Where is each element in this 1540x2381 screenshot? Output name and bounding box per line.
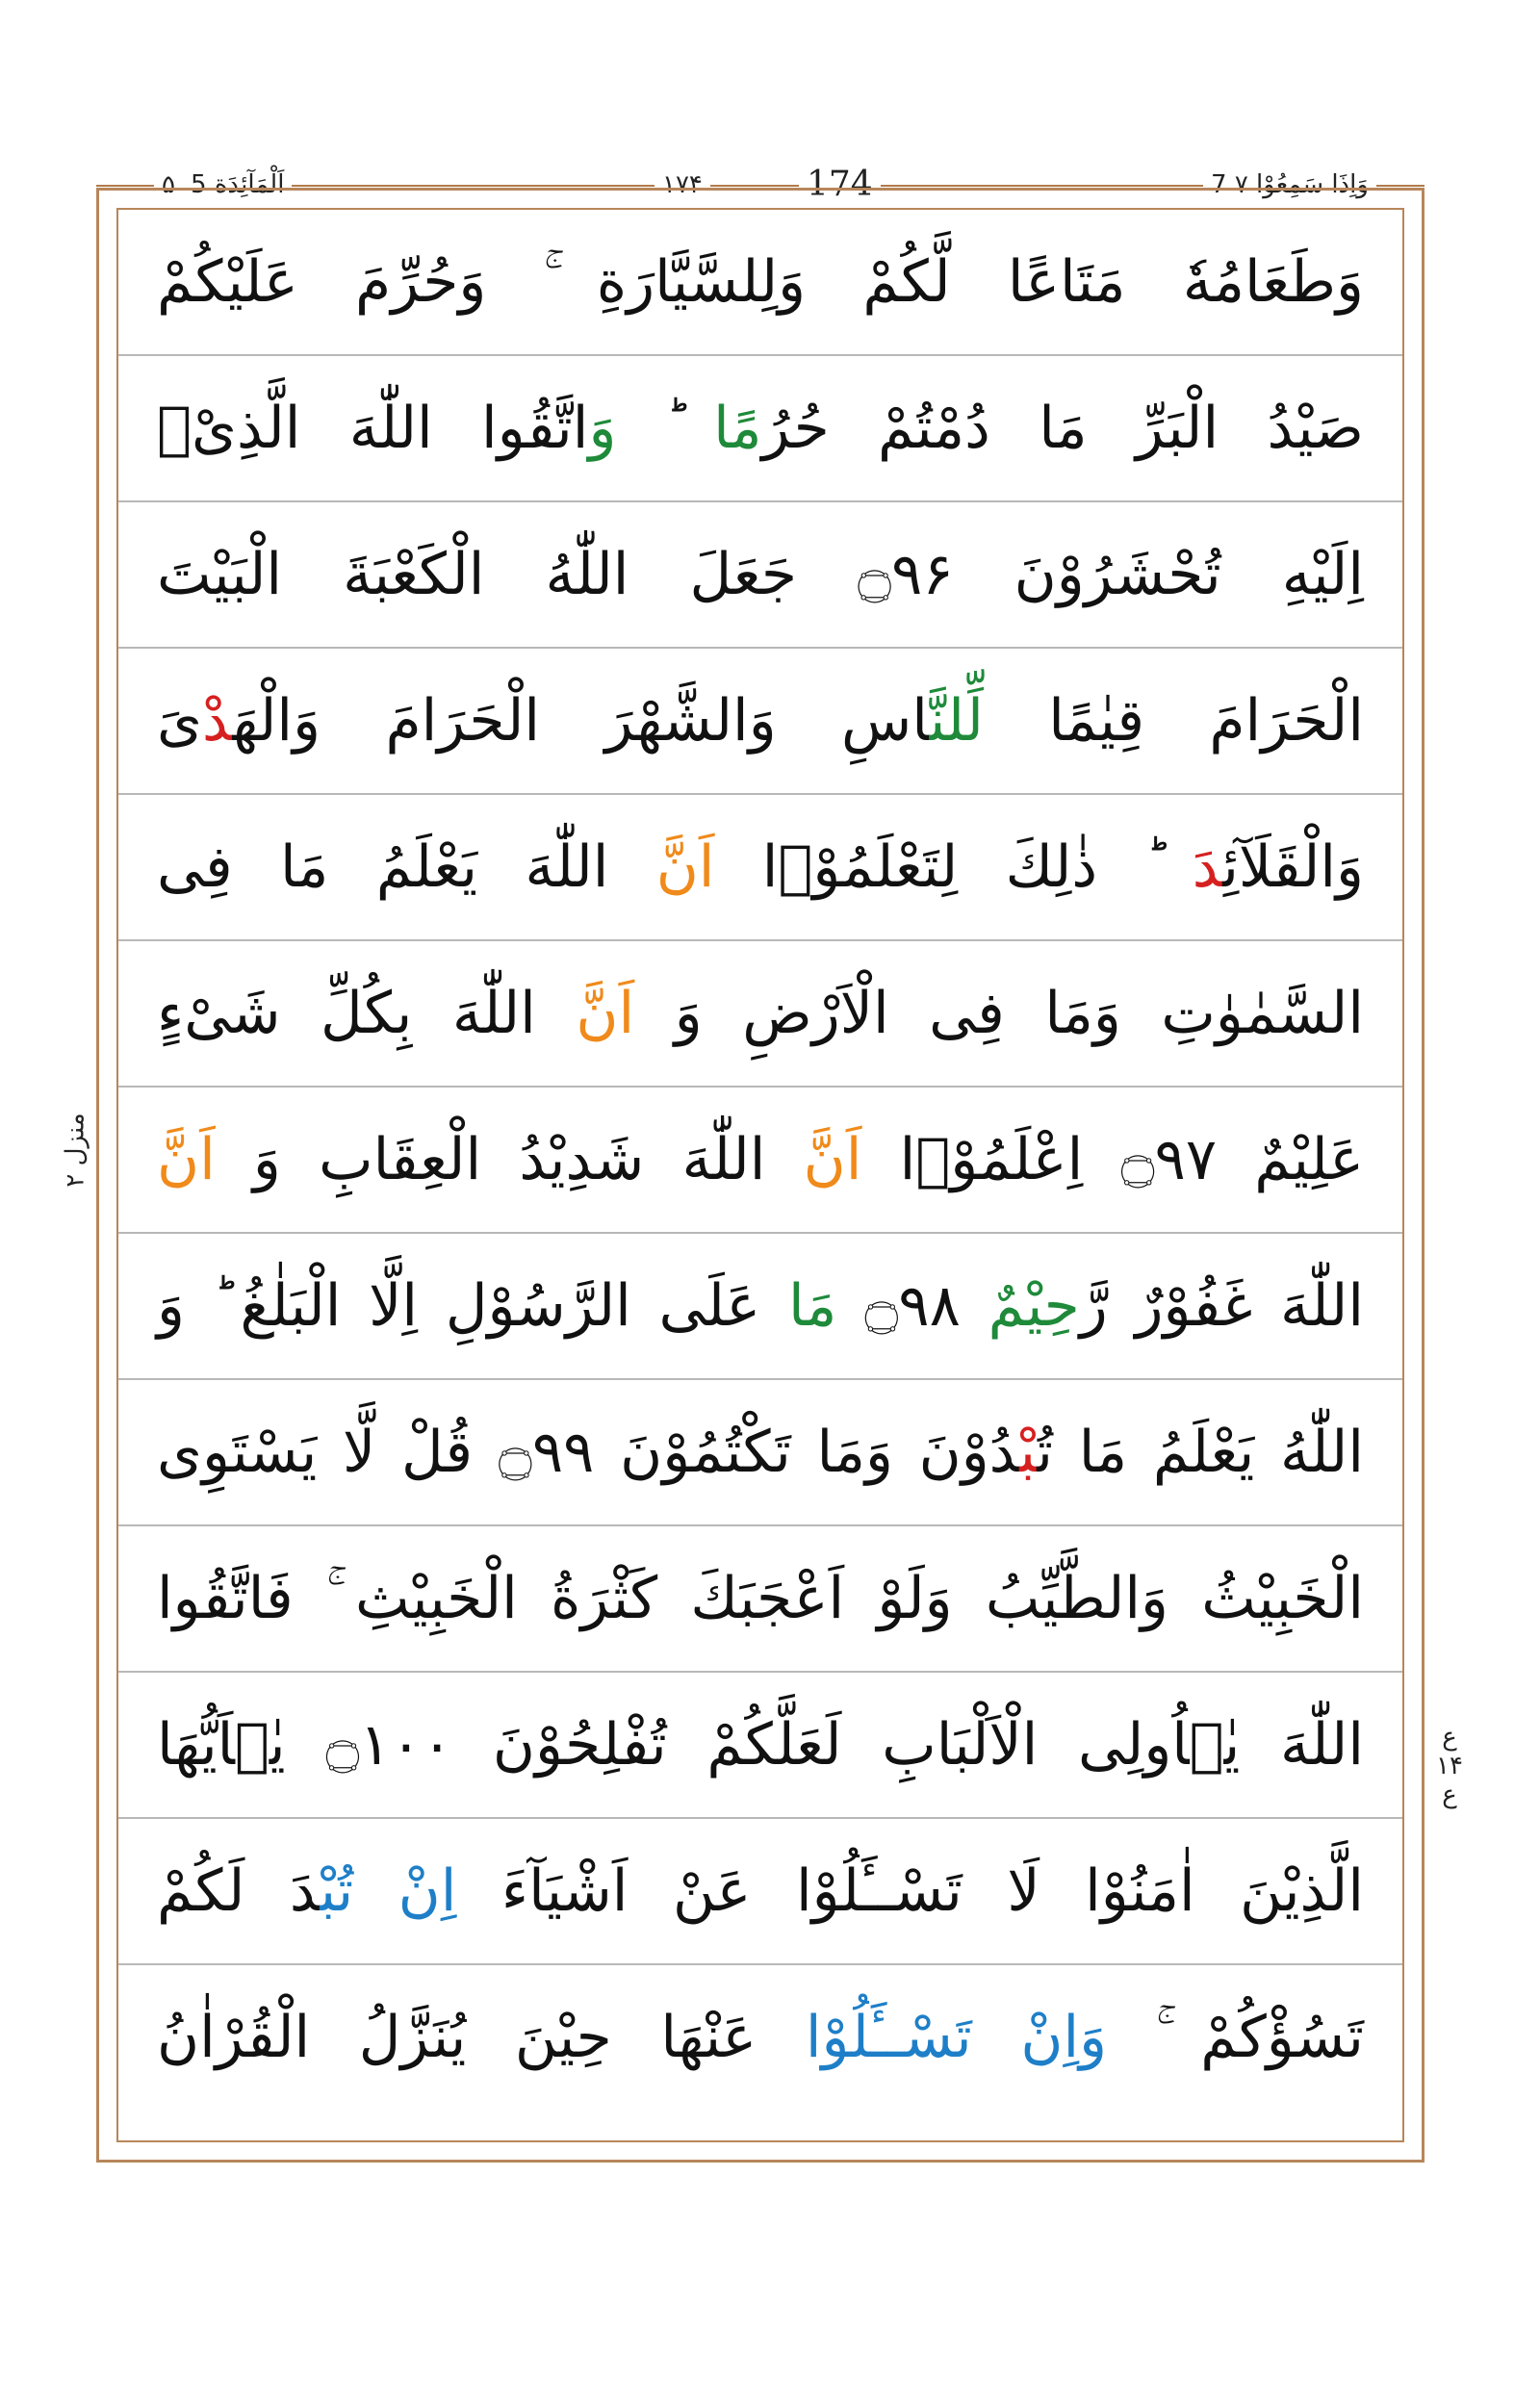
page-number-arabic: ۱۷۴	[654, 166, 710, 204]
quran-line-4	[118, 649, 1402, 795]
quran-line-5	[118, 795, 1402, 941]
quran-text-segment: اللّٰهَ بِكُلِّ شَیْءٍ	[157, 980, 577, 1047]
quran-lines	[118, 210, 1402, 2140]
quran-text-segment: اللّٰهُ یَعْلَمُ مَا تُ	[1037, 1419, 1364, 1486]
quran-text-segment: اِنْ تُبْ	[320, 1857, 457, 1925]
page-frame	[96, 188, 1424, 2163]
quran-line-8	[118, 1234, 1402, 1380]
quran-text-segment: یَ	[157, 687, 202, 755]
quran-text-segment: عَنْهَا حِیْنَ یُنَزَّلُ الْقُرْاٰنُ	[157, 2004, 806, 2071]
quran-text-segment: ؕ	[616, 395, 714, 462]
quran-text-segment: عَلَى الرَّسُوْلِ اِلَّا الْبَلٰغُ ؕ وَ	[157, 1272, 789, 1340]
quran-line-6	[118, 941, 1402, 1088]
quran-line-12	[118, 1819, 1402, 1965]
quran-text-segment: الَّذِیْنَ اٰمَنُوْا لَا تَسْــَٔلُوْا عَنْ اَشْیَآءَ	[456, 1857, 1364, 1925]
quran-line-9	[118, 1380, 1402, 1526]
quran-text-segment: وَاِنْ تَسْــَٔلُوْا	[805, 2004, 1108, 2071]
quran-text-segment: حِیْمٌ	[988, 1272, 1080, 1340]
quran-text-segment: عَلِیْمٌ ۝۹۷ اِعْلَمُوْۤا	[861, 1126, 1364, 1193]
surah-number-arabic: ۵	[154, 166, 183, 204]
quran-text-segment: وَ	[588, 395, 617, 462]
ruku-marker: ع ۱۴ ع	[1436, 1723, 1463, 1809]
quran-text-segment: صَيْدُ الْبَرِّ مَا دُمْتُمْ حُرُ	[761, 395, 1364, 462]
juz-name: 7 وَاِذَا سَمِعُوْا ۷	[1203, 166, 1376, 204]
quran-line-10	[118, 1526, 1402, 1673]
text-panel	[116, 208, 1404, 2142]
quran-text-segment: اللّٰهَ غَفُوْرٌ رَّ	[1079, 1272, 1365, 1340]
quran-text-segment: اللّٰهَ شَدِیْدُ الْعِقَابِ وَ	[215, 1126, 804, 1193]
quran-text-segment: وَالْقَلَآئِ	[1222, 833, 1364, 901]
quran-text-segment: الْحَرَامَ قِیٰمًا	[983, 687, 1364, 755]
quran-text-segment: السَّمٰوٰتِ وَمَا فِی الْاَرْضِ وَ	[634, 980, 1365, 1047]
quran-text-segment: اسِ وَالشَّهْرَ الْحَرَامَ وَالْهَ	[232, 687, 930, 755]
quran-text-segment: دْ	[201, 687, 233, 755]
quran-text-segment: دُوْنَ وَمَا تَكْتُمُوْنَ ۝۹۹ قُلْ لَّا یَسْتَوِی	[157, 1419, 1020, 1486]
quran-line-11	[118, 1673, 1402, 1819]
quran-text-segment: مَا	[788, 1272, 837, 1340]
quran-text-segment: اَنَّ	[576, 980, 635, 1047]
quran-text-segment: ؕ ذٰلِكَ لِتَعْلَمُوْۤا	[714, 833, 1193, 901]
quran-text-segment: لِّلنَّ	[929, 687, 984, 755]
manzil-marker: منزل ۲	[61, 1113, 90, 1188]
quran-text-segment: اتَّقُوا اللّٰهَ الَّذِیْۤ	[157, 395, 589, 462]
quran-text-segment: تَسُؤْكُمْ ۚ	[1107, 2004, 1364, 2071]
quran-text-segment: اَنَّ	[655, 833, 715, 901]
page-number: 174	[799, 166, 881, 204]
quran-text-segment: وَطَعَامُهٗ مَتَاعًا لَّكُمْ وَلِلسَّيَّارَةِ ۚ وَحُرِّمَ عَلَيْكُمْ	[157, 248, 1364, 316]
quran-text-segment: اَنَّ	[803, 1126, 862, 1193]
quran-text-segment: الْخَبِیْثُ وَالطَّیِّبُ وَلَوْ اَعْجَبَكَ كَثْرَةُ الْخَبِیْثِ ۚ فَاتَّقُوا	[157, 1565, 1364, 1632]
surah-name: 5 اَلْمَآئِدَة	[183, 166, 292, 204]
quran-line-2	[118, 356, 1402, 502]
quran-text-segment: دَ لَكُمْ	[157, 1857, 321, 1925]
quran-line-1	[118, 210, 1402, 356]
quran-text-segment: مًا	[713, 395, 762, 462]
quran-line-3	[118, 502, 1402, 649]
quran-text-segment: بْ	[1019, 1419, 1038, 1486]
quran-text-segment: اللّٰهَ یَعْلَمُ مَا فِی	[157, 833, 656, 901]
quran-text-segment: دَ	[1192, 833, 1223, 901]
quran-text-segment: اَنَّ	[157, 1126, 216, 1193]
quran-line-7	[118, 1088, 1402, 1234]
quran-text-segment: اللّٰهَ یٰۤاُولِی الْاَلْبَابِ لَعَلَّكُمْ تُفْلِحُوْنَ ۝۱۰۰ یٰۤاَیُّهَا	[157, 1711, 1364, 1779]
quran-text-segment: اِلَیْهِ تُحْشَرُوْنَ ۝۹۶ جَعَلَ اللّٰهُ الْكَعْبَةَ الْبَیْتَ	[157, 541, 1364, 608]
quran-text-segment: ۝۹۸	[836, 1272, 988, 1340]
quran-line-13	[118, 1965, 1402, 2112]
